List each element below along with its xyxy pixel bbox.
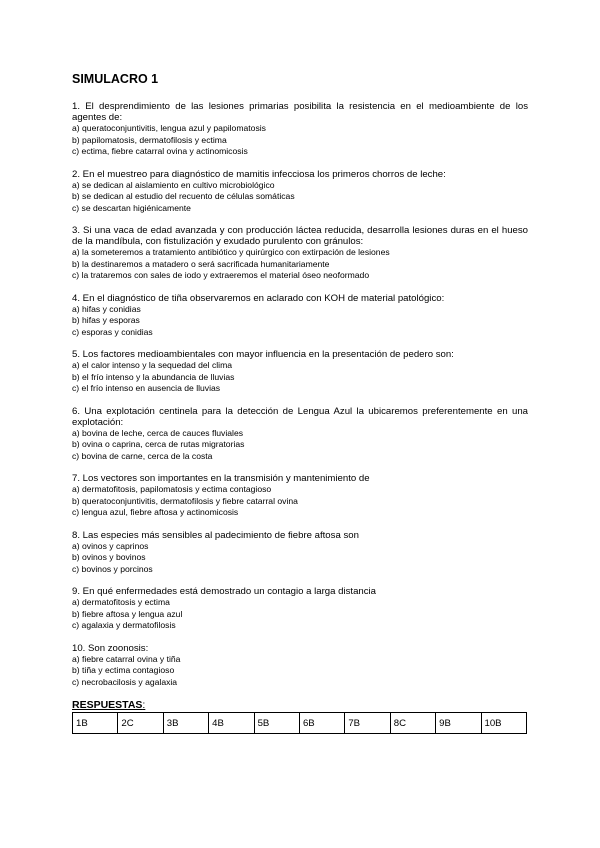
answer-cell-1: 1B [73,713,118,734]
option-c: c) el frío intenso en ausencia de lluvias [72,383,221,393]
question-text: 4. En el diagnóstico de tiña observaremos en aclarado con KOH de material patológico: [72,292,445,304]
answer-cell-4: 4B [209,713,254,734]
option-c: c) necrobacilosis y agalaxia [72,676,178,687]
option-c: c) esporas y conidias [72,326,153,337]
question-1 [72,101,528,158]
option-b: b) queratoconjuntivitis, dermatofilosis y fiebre catarral ovina [72,495,298,506]
answers-heading-colon: : [142,699,146,711]
option-b: b) papilomatosis, dermatofilosis y ectima [72,134,227,145]
option-b: b) fiebre aftosa y lengua azul [72,608,183,619]
document-page [72,72,528,734]
answer-cell-8: 8C [390,713,435,734]
question-list [72,101,528,688]
option-b: b) la destinaremos a matadero o será sacrificada humanitariamente [72,258,330,269]
question-6 [72,406,528,463]
question-text: 3. Si una vaca de edad avanzada y con producción láctea reducida, desarrolla lesiones duras en el hueso de la mandíbula, con fistulización y exudado purulento con gránulos: [72,225,528,247]
answer-cell-2: 2C [118,713,163,734]
option-b: b) se dedican al estudio del recuento de células somáticas [72,191,295,201]
answer-cell-3: 3B [163,713,208,734]
question-2 [72,169,528,215]
option-c: c) lengua azul, fiebre aftosa y actinomicosis [72,507,239,517]
question-text: 9. En qué enfermedades está demostrado un contagio a larga distancia [72,586,377,597]
question-5 [72,349,528,395]
question-text: 5. Los factores medioambientales con mayor influencia en la presentación de pedero son: [72,349,454,360]
question-text: 10. Son zoonosis: [72,642,149,654]
answers-heading [72,699,528,711]
question-8 [72,530,528,576]
answer-cell-6: 6B [299,713,344,734]
option-c: c) bovina de carne, cerca de la costa [72,450,213,461]
option-a: a) dermatofitosis, papilomatosis y ectima contagioso [72,484,272,494]
answer-cell-10: 10B [481,713,526,734]
question-4 [72,293,528,339]
answers-row [73,713,527,734]
option-a: a) bovina de leche, cerca de cauces fluviales [72,427,244,438]
option-b: b) hifas y esporas [72,315,140,325]
option-c: c) ectima, fiebre catarral ovina y actinomicosis [72,146,248,156]
option-a: a) fiebre catarral ovina y tiña [72,653,181,664]
option-b: b) ovina o caprina, cerca de rutas migratorias [72,439,245,449]
question-text: 8. Las especies más sensibles al padecimiento de fiebre aftosa son [72,529,359,541]
answers-heading-text: RESPUESTAS [72,699,143,711]
option-c: c) bovinos y porcinos [72,563,153,574]
answer-cell-7: 7B [345,713,390,734]
question-7 [72,473,528,519]
option-a: a) ovinos y caprinos [72,540,149,551]
option-b: b) el frío intenso y la abundancia de lluvias [72,371,235,382]
answer-cell-5: 5B [254,713,299,734]
option-b: b) ovinos y bovinos [72,552,146,562]
answers-table [72,712,527,734]
question-3 [72,225,528,282]
option-a: a) el calor intenso y la sequedad del clima [72,360,233,370]
answer-cell-9: 9B [436,713,481,734]
question-text: 6. Una explotación centinela para la detección de Lengua Azul la ubicaremos preferentemente en una explotación: [72,405,528,428]
option-c: c) agalaxia y dermatofilosis [72,620,176,630]
question-9 [72,586,528,632]
option-b: b) tiña y ectima contagioso [72,665,175,675]
question-10 [72,643,528,689]
option-c: c) se descartan higiénicamente [72,202,191,213]
option-a: a) queratoconjuntivitis, lengua azul y papilomatosis [72,123,266,133]
question-text: 1. El desprendimiento de las lesiones primarias posibilita la resistencia en el medioambiente de los agentes de: [72,101,528,123]
option-a: a) se dedican al aislamiento en cultivo microbiológico [72,179,275,190]
question-text: 2. En el muestreo para diagnóstico de mamitis infecciosa los primeros chorros de leche: [72,168,446,180]
option-c: c) la trataremos con sales de iodo y extraeremos el material óseo neoformado [72,270,370,280]
question-text: 7. Los vectores son importantes en la transmisión y mantenimiento de [72,473,370,484]
page-title: SIMULACRO 1 [72,72,159,86]
option-a: a) dermatofitosis y ectima [72,597,170,607]
option-a: a) la someteremos a tratamiento antibiótico y quirúrgico con extirpación de lesiones [72,247,390,257]
option-a: a) hifas y conidias [72,303,141,314]
